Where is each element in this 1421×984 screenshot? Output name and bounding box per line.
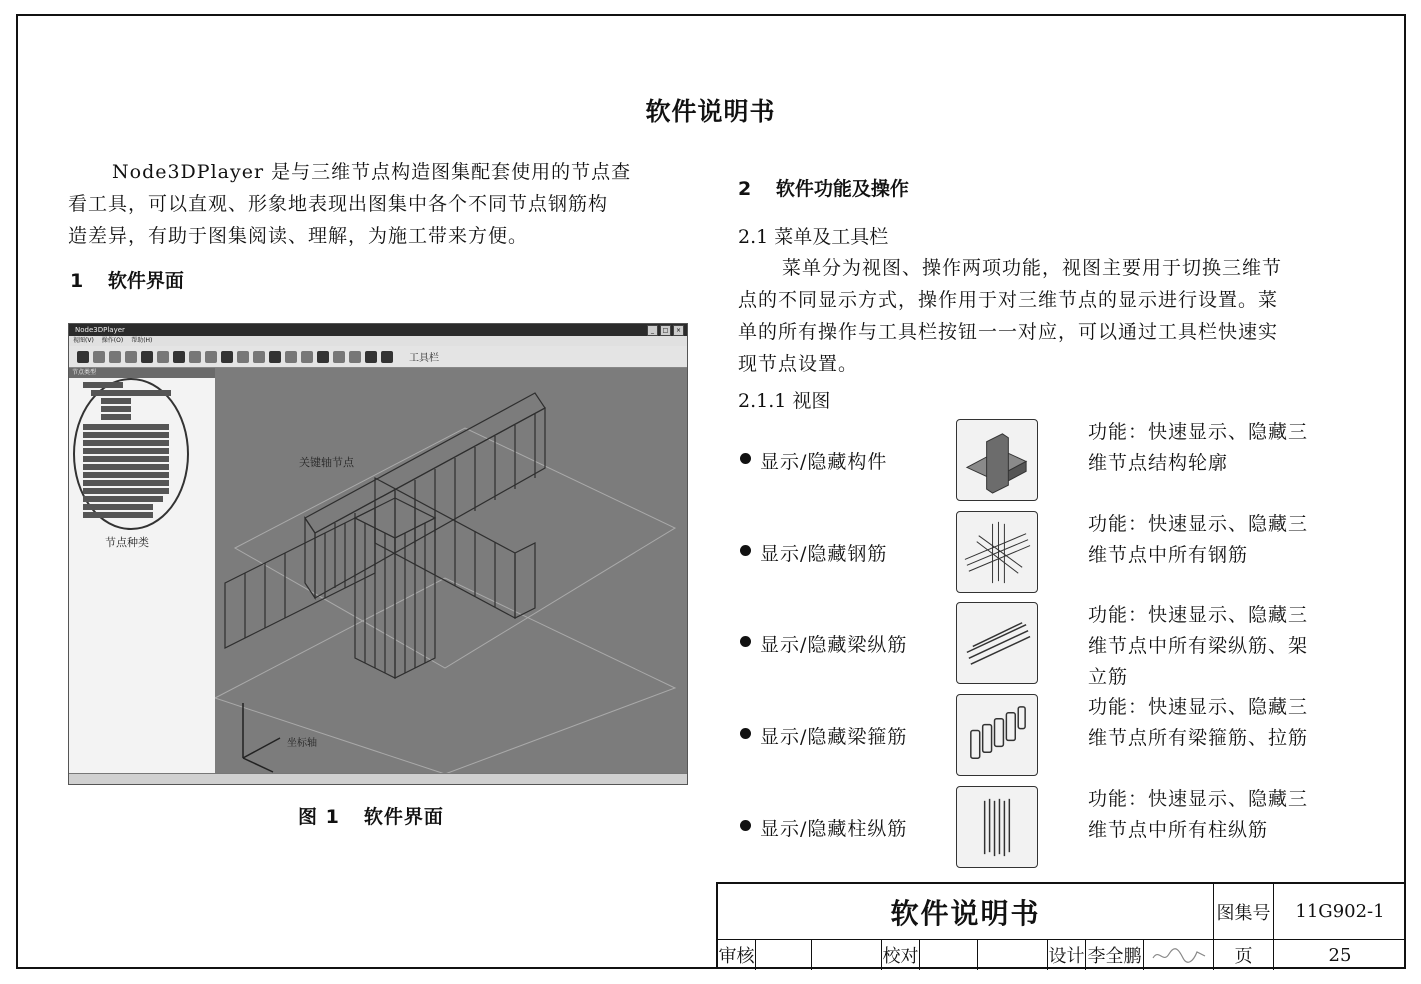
tree-header: 节点类型	[69, 368, 215, 378]
review-sign-cell	[812, 940, 882, 970]
desc-line: 功能：快速显示、隐藏三	[1088, 513, 1309, 535]
software-screenshot	[68, 323, 688, 785]
page-label: 页	[1214, 940, 1274, 970]
bullet-icon	[740, 545, 751, 556]
menu-desc-line: 现节点设置。	[738, 353, 859, 375]
feature-label: 显示/隐藏梁箍筋	[760, 726, 908, 748]
tree-item	[101, 398, 131, 404]
tree-item	[83, 424, 169, 430]
feature-label: 显示/隐藏钢筋	[760, 543, 888, 565]
zoom-in-icon	[93, 351, 105, 363]
figure-caption	[298, 802, 444, 829]
window-controls	[647, 325, 684, 336]
section-2-1-heading: 2.1 菜单及工具栏	[738, 226, 889, 248]
help-icon	[381, 351, 393, 363]
settings-icon	[349, 351, 361, 363]
title-block-title: 软件说明书	[718, 884, 1214, 940]
review-label: 审核	[718, 940, 756, 970]
section-title: 软件功能及操作	[775, 178, 909, 200]
section-number: 2	[738, 178, 752, 200]
menu-item: 视图(V)	[73, 337, 94, 344]
figure-title: 软件界面	[363, 806, 444, 828]
tree-item	[83, 512, 153, 518]
close-icon: ×	[673, 325, 684, 336]
node-tree-panel	[69, 368, 216, 774]
bullet-icon	[740, 453, 751, 464]
feature-label: 显示/隐藏柱纵筋	[760, 818, 908, 840]
feature-description	[1088, 784, 1358, 846]
window-title: Node3DPlayer	[69, 324, 687, 336]
rebar-model-render	[215, 368, 687, 774]
menu-description	[738, 252, 1358, 380]
column-longitudinal-bar-icon	[956, 786, 1038, 868]
feature-description	[1088, 417, 1358, 479]
desc-line: 功能：快速显示、隐藏三	[1088, 788, 1309, 810]
review-name-cell	[756, 940, 812, 970]
toolbar	[69, 346, 687, 368]
axis-icon	[333, 351, 345, 363]
rebar-icon	[253, 351, 265, 363]
menu-desc-line: 点的不同显示方式，操作用于对三维节点的显示进行设置。菜	[738, 289, 1279, 311]
top-view-icon	[221, 351, 233, 363]
section-title: 软件界面	[107, 270, 184, 292]
check-name-cell	[920, 940, 978, 970]
tree-item	[101, 406, 131, 412]
feature-row	[738, 786, 1358, 872]
designer-name: 李全鹏	[1086, 940, 1144, 970]
designer-signature	[1144, 940, 1214, 970]
feature-row	[738, 694, 1358, 780]
view-icon	[141, 351, 153, 363]
title-block	[716, 882, 1406, 969]
menu-desc-line: 菜单分为视图、操作两项功能，视图主要用于切换三维节	[782, 257, 1283, 279]
section-2-heading	[738, 174, 909, 201]
minimize-icon: _	[647, 325, 658, 336]
tree-item	[83, 488, 169, 494]
atlas-number-label: 图集号	[1214, 884, 1274, 940]
pan-icon	[173, 351, 185, 363]
desc-line: 功能：快速显示、隐藏三	[1088, 421, 1309, 443]
component-icon	[237, 351, 249, 363]
zoom-out-icon	[109, 351, 121, 363]
desc-line: 维节点中所有梁纵筋、架	[1088, 635, 1309, 657]
desc-line: 功能：快速显示、隐藏三	[1088, 696, 1309, 718]
tree-item	[83, 480, 169, 486]
intro-line: Node3DPlayer 是与三维节点构造图集配套使用的节点查	[112, 161, 632, 183]
figure-number: 图 1	[298, 806, 340, 828]
rotate-icon	[157, 351, 169, 363]
tree-caption: 节点种类	[105, 536, 149, 549]
tree-item	[83, 496, 163, 502]
rebar-icon	[956, 511, 1038, 593]
beam-longitudinal-bar-icon	[956, 602, 1038, 684]
desc-line: 维节点中所有柱纵筋	[1088, 819, 1269, 841]
menu-desc-line: 单的所有操作与工具栏按钮一一对应，可以通过工具栏快速实	[738, 321, 1279, 343]
view-label: 关键轴节点	[299, 457, 354, 469]
feature-description	[1088, 692, 1358, 754]
feature-label: 显示/隐藏构件	[760, 451, 888, 473]
feature-description	[1088, 509, 1358, 571]
beam-stirrup-icon	[956, 694, 1038, 776]
desc-line: 功能：快速显示、隐藏三	[1088, 604, 1309, 626]
bullet-icon	[740, 820, 751, 831]
page-title: 软件说明书	[645, 97, 776, 126]
bullet-icon	[740, 728, 751, 739]
feature-row	[738, 511, 1358, 597]
feature-row	[738, 602, 1358, 688]
component-icon	[956, 419, 1038, 501]
section-number: 1	[70, 270, 84, 292]
check-label: 校对	[882, 940, 920, 970]
front-view-icon	[189, 351, 201, 363]
side-view-icon	[205, 351, 217, 363]
check-sign-cell	[978, 940, 1048, 970]
intro-line: 看工具，可以直观、形象地表现出图集中各个不同节点钢筋构	[68, 193, 609, 215]
bullet-icon	[740, 636, 751, 647]
tree-item	[83, 504, 153, 510]
toolbar-label: 工具栏	[409, 353, 439, 364]
measure-icon	[317, 351, 329, 363]
column-bar-icon	[301, 351, 313, 363]
tree-item	[91, 390, 171, 396]
tree-item	[83, 472, 169, 478]
feature-row	[738, 419, 1358, 505]
desc-line: 立筋	[1088, 666, 1129, 688]
tree-item	[83, 440, 169, 446]
3d-viewport	[215, 368, 687, 774]
menu-item: 操作(O)	[101, 337, 124, 344]
menu-bar	[69, 336, 687, 346]
section-1-heading	[70, 266, 184, 293]
desc-line: 维节点中所有钢筋	[1088, 544, 1249, 566]
tree-item	[83, 432, 169, 438]
section-2-1-1-heading: 2.1.1 视图	[738, 390, 831, 412]
tree-item	[83, 464, 169, 470]
feature-description	[1088, 600, 1358, 693]
intro-line: 造差异，有助于图集阅读、理解，为施工带来方便。	[68, 225, 529, 247]
menu-item: 帮助(H)	[131, 337, 153, 344]
status-bar	[69, 773, 687, 784]
maximize-icon: □	[660, 325, 671, 336]
stirrup-icon	[285, 351, 297, 363]
tree-item	[101, 414, 131, 420]
feature-label: 显示/隐藏梁纵筋	[760, 634, 908, 656]
open-icon	[77, 351, 89, 363]
atlas-number: 11G902-1	[1274, 884, 1406, 940]
desc-line: 维节点结构轮廓	[1088, 452, 1229, 474]
design-label: 设计	[1048, 940, 1086, 970]
intro-paragraph	[68, 156, 688, 252]
beam-bar-icon	[269, 351, 281, 363]
tree-item	[83, 382, 123, 388]
page-number: 25	[1328, 944, 1352, 966]
tree-item	[83, 456, 169, 462]
tree-item	[83, 448, 169, 454]
axis-label: 坐标轴	[287, 738, 317, 749]
desc-line: 维节点所有梁箍筋、拉筋	[1088, 727, 1309, 749]
zoom-fit-icon	[125, 351, 137, 363]
table-icon	[365, 351, 377, 363]
